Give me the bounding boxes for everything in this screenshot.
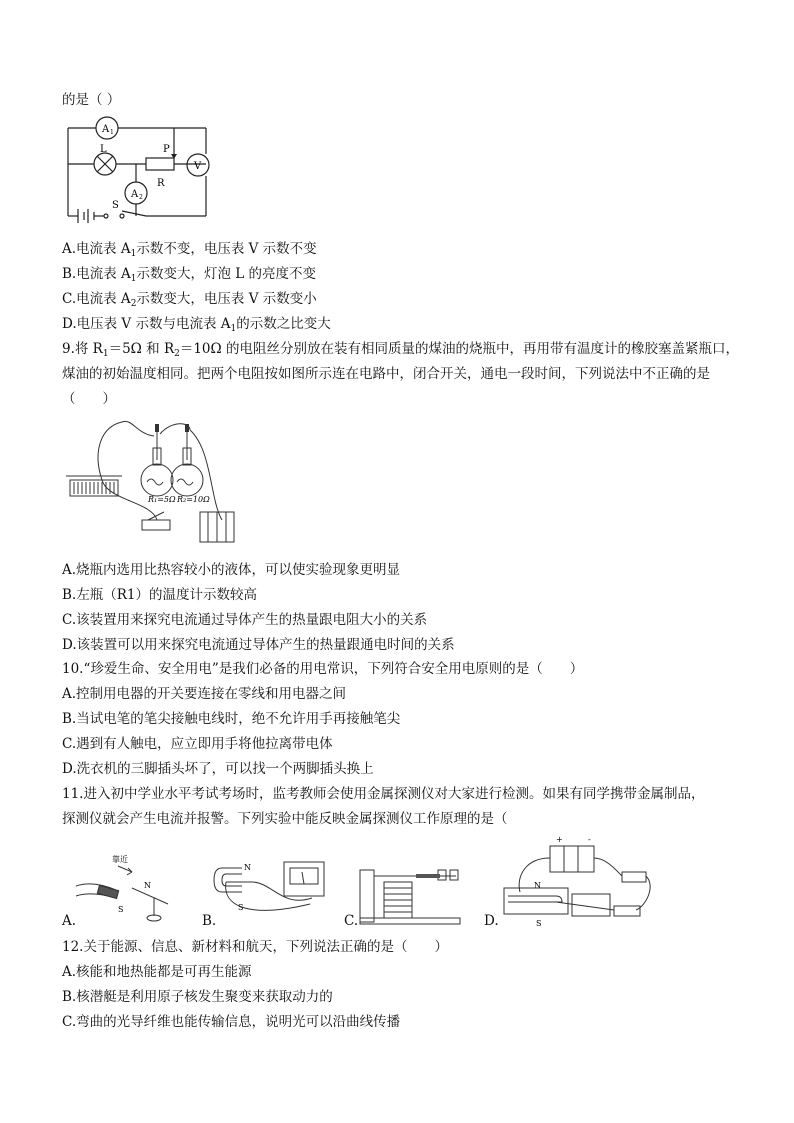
q11-label-d: D.	[484, 913, 499, 929]
fig-d-plus-label: +	[556, 836, 563, 844]
q9-option-a: A.烧瓶内选用比热容较小的液体，可以使实验现象更明显	[62, 562, 401, 578]
q8-option-a: A.电流表 $A_1$示数不变，电压表 V 示数不变	[62, 241, 317, 259]
fig-b-s-label: S	[238, 903, 244, 912]
q8-stem-tail: 的是（ ）	[62, 92, 121, 108]
q11-stem-line1: 11.进入初中学业水平考试考场时，监考教师会使用金属探测仪对大家进行检测。如果有同学携带金属制品，	[62, 786, 705, 802]
q10-option-a: A.控制用电器的开关要连接在零线和用电器之间	[62, 686, 347, 702]
a2-symbol: A	[131, 189, 139, 200]
q9-option-d: D.该装置可以用来探究电流通过导体产生的热量跟通电时间的关系	[62, 637, 455, 653]
resistor-label: R	[157, 178, 165, 189]
q11-label-c: C.	[344, 913, 359, 929]
q9-stem-line1: 9.将 $R_1=5\Omega$ 和 $R_2=10\Omega$ 的电阻丝分别放在装有相同质量的煤油的烧瓶中，再用带有温度计的橡胶塞盖紧瓶口，	[62, 341, 740, 359]
slider-label: P	[163, 144, 170, 155]
q9-option-c: C.该装置用来探究电流通过导体产生的热量跟电阻大小的关系	[62, 612, 428, 628]
q10-option-c: C.遇到有人触电，应立即用手将他拉离带电体	[62, 736, 333, 752]
fig-d-s-label: S	[536, 919, 542, 928]
voltmeter-symbol: V	[194, 161, 202, 172]
q12-option-c: C.弯曲的光导纤维也能传输信息，说明光可以沿曲线传播	[62, 1014, 401, 1030]
q10-option-b: B.当试电笔的笔尖接触电线时，绝不允许用手再接触笔尖	[62, 711, 401, 727]
q11-label-b: B.	[202, 913, 217, 929]
q8-circuit-diagram	[62, 114, 222, 226]
q8-option-b: B.电流表 $A_1$示数变大，灯泡 L 的亮度不变	[62, 266, 317, 284]
q11-label-a: A.	[62, 913, 77, 929]
fig-a-n-label: N	[144, 881, 151, 890]
fig-a-s-label: S	[118, 905, 124, 914]
q9-option-b: B.左瓶（R1）的温度计示数较高	[62, 587, 257, 603]
q8-option-d: D.电压表 V 示数与电流表 $A_1$的示数之比变大	[62, 316, 331, 334]
fig-a-near-label: 靠近	[112, 855, 128, 864]
q12-option-a: A.核能和地热能都是可再生能源	[62, 964, 252, 980]
a1-symbol: A	[102, 124, 110, 135]
q9-stem-line2: 煤油的初始温度相同。把两个电阻按如图所示连在电路中，闭合开关，通电一段时间，下列说法中不正确的是	[62, 366, 710, 382]
q10-option-d: D.洗衣机的三脚插头坏了，可以找一个两脚插头换上	[62, 761, 374, 777]
q12-stem: 12.关于能源、信息、新材料和航天，下列说法正确的是（ ）	[62, 939, 448, 955]
q11-figure-d	[496, 836, 656, 928]
q11-stem-line2: 探测仪就会产生电流并报警。下列实验中能反映金属探测仪工作原理的是（	[62, 811, 508, 827]
fig-d-n-label: N	[534, 881, 541, 890]
q12-option-b: B.核潜艇是利用原子核发生聚变来获取动力的	[62, 989, 333, 1005]
a2-symbol-sub: 2	[139, 194, 143, 201]
switch-label: S	[112, 200, 119, 211]
q10-stem: 10.“珍爱生命、安全用电”是我们必备的用电常识，下列符合安全用电原则的是（ ）	[62, 661, 584, 677]
q9-stem-line3: （ ）	[62, 391, 116, 407]
q9-apparatus-figure	[62, 420, 242, 550]
fig-r2-label: R₂=10Ω	[177, 495, 210, 504]
q11-figure-b	[212, 848, 332, 928]
fig-b-n-label: N	[244, 863, 251, 872]
q11-figure-c	[356, 848, 466, 928]
a1-symbol-sub: 1	[110, 129, 114, 136]
q8-option-c: C.电流表 $A_2$示数变大，电压表 V 示数变小	[62, 291, 317, 309]
fig-r1-label: R₁=5Ω	[148, 495, 176, 504]
fig-d-minus-label: -	[588, 836, 591, 844]
q11-figure-a	[72, 848, 172, 928]
lamp-label: L	[100, 144, 107, 155]
